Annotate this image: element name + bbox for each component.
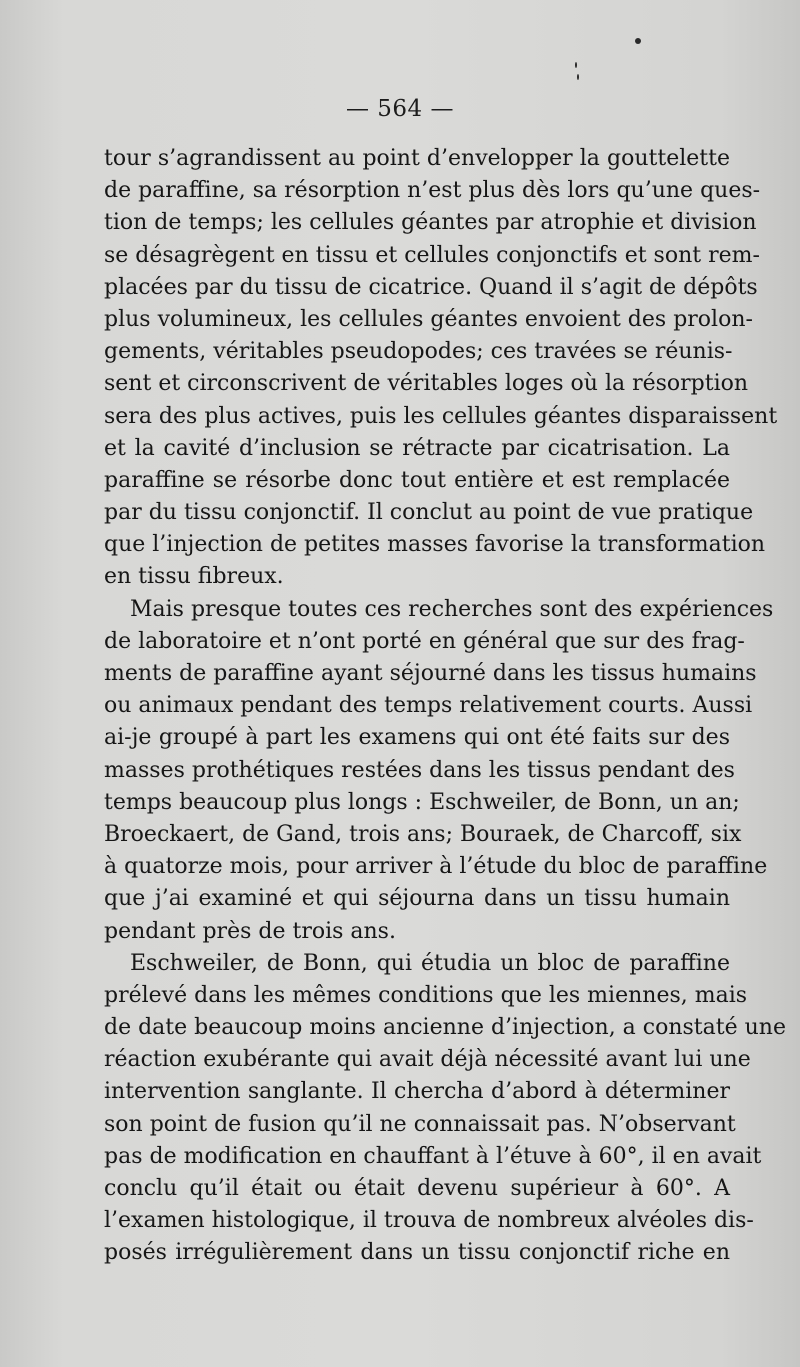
text-line: placées par du tissu de cicatrice. Quand il s’agit de dépôts — [104, 274, 758, 300]
text-line: intervention sanglante. Il chercha d’abord à déterminer — [104, 1079, 730, 1105]
text-line: de paraffine, sa résorption n’est plus dès lors qu’une ques- — [104, 178, 761, 204]
text-line: ments de paraffine ayant séjourné dans les tissus humains — [104, 661, 757, 686]
ink-speck — [575, 62, 577, 68]
text-line: réaction exubérante qui avait déjà nécessité avant lui une — [104, 1047, 751, 1073]
text-line: en tissu fibreux. — [104, 564, 284, 590]
text-line: pas de modification en chauffant à l’étuve à 60°, il en avait — [104, 1143, 762, 1169]
text-line: conclu qu’il était ou était devenu supérieur à 60°. A — [104, 1176, 730, 1201]
text-line: ai-je groupé à part les examens qui ont été faits sur des — [104, 725, 730, 751]
text-line: prélevé dans les mêmes conditions que les miennes, mais — [104, 982, 748, 1008]
ink-speck — [635, 38, 641, 44]
text-line: masses prothétiques restées dans les tissus pendant des — [104, 757, 735, 783]
page-number: — 564 — — [345, 96, 455, 122]
text-line: de laboratoire et n’ont porté en général que sur des frag- — [104, 628, 745, 654]
ink-speck — [577, 74, 579, 80]
text-line: à quatorze mois, pour arriver à l’étude du bloc de paraffine — [104, 854, 768, 880]
text-line: Eschweiler, de Bonn, qui étudia un bloc de paraffine — [130, 950, 730, 976]
text-line: gements, véritables pseudopodes; ces travées se réunis- — [104, 339, 733, 365]
text-line: pendant près de trois ans. — [104, 918, 396, 944]
text-line: se désagrègent en tissu et cellules conjonctifs et sont rem- — [104, 242, 760, 268]
text-line: tion de temps; les cellules géantes par atrophie et division — [104, 210, 757, 236]
text-line: son point de fusion qu’il ne connaissait pas. N’observant — [104, 1111, 736, 1137]
text-line: Broeckaert, de Gand, trois ans; Bouraek, de Charcoff, six — [104, 821, 742, 847]
body-text — [104, 143, 786, 1270]
text-line: ou animaux pendant des temps relativement courts. Aussi — [104, 693, 753, 719]
text-line: Mais presque toutes ces recherches sont des expériences — [130, 596, 774, 622]
text-line: que j’ai examiné et qui séjourna dans un tissu humain — [104, 886, 730, 912]
text-line: par du tissu conjonctif. Il conclut au point de vue pratique — [104, 500, 754, 526]
text-line: et la cavité d’inclusion se rétracte par cicatrisation. La — [104, 435, 730, 461]
text-line: tour s’agrandissent au point d’envelopper la gouttelette — [104, 146, 730, 171]
text-line: temps beaucoup plus longs : Eschweiler, de Bonn, un an; — [104, 789, 740, 815]
text-line: posés irrégulièrement dans un tissu conjonctif riche en — [104, 1240, 730, 1266]
text-line: que l’injection de petites masses favorise la transformation — [104, 532, 766, 558]
text-line: l’examen histologique, il trouva de nombreux alvéoles dis- — [104, 1208, 754, 1234]
text-line: plus volumineux, les cellules géantes envoient des prolon- — [104, 306, 753, 332]
text-line: de date beaucoup moins ancienne d’injection, a constaté une — [104, 1015, 786, 1041]
text-line: paraffine se résorbe donc tout entière et est remplacée — [104, 467, 730, 493]
text-line: sera des plus actives, puis les cellules géantes disparaissent — [104, 403, 778, 429]
text-line: sent et circonscrivent de véritables loges où la résorption — [104, 371, 749, 397]
